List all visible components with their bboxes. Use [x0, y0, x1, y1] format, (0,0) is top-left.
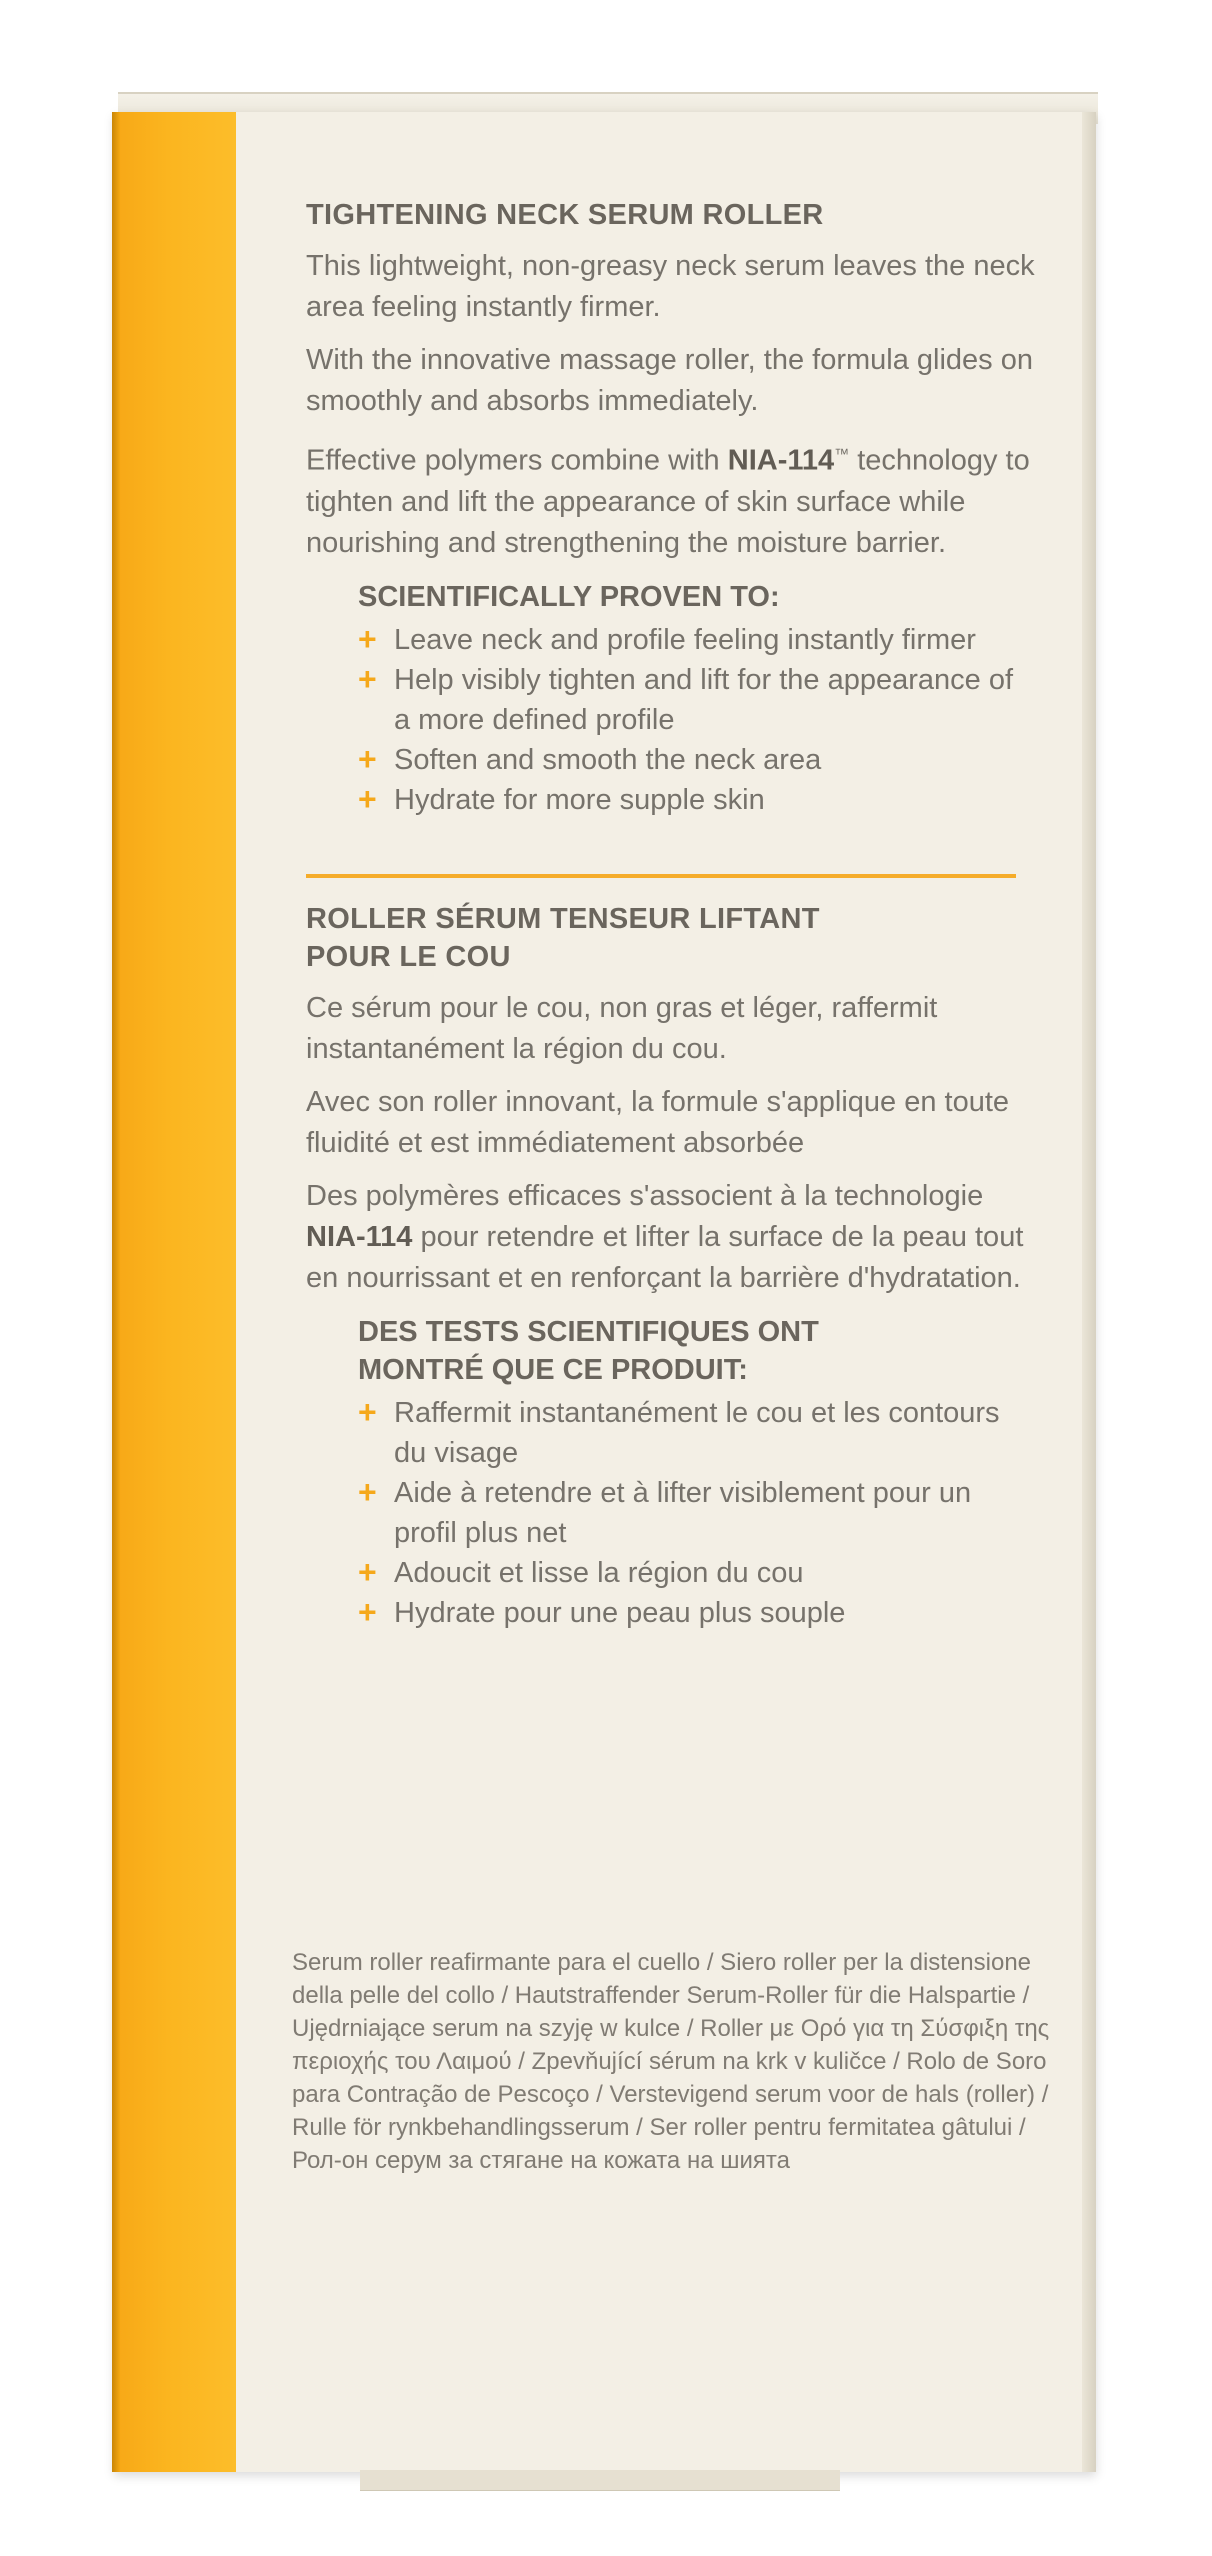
claim-text: Adoucit et lisse la région du cou [394, 1556, 804, 1589]
claim-text: Help visibly tighten and lift for the appearance of a more defined profile [394, 663, 1014, 736]
plus-icon: + [358, 1553, 377, 1590]
plus-icon: + [358, 1593, 377, 1630]
french-para-1: Ce sérum pour le cou, non gras et léger, raffermit instantanément la région du cou. [306, 991, 938, 1065]
english-para-3-end: technology to tighten and lift the appearance of skin surface while nourishing and strengthening the moisture barrier. [306, 444, 1030, 559]
french-title [306, 900, 1036, 976]
claim-text: Leave neck and profile feeling instantly firmer [394, 623, 976, 656]
english-title: TIGHTENING NECK SERUM ROLLER [306, 199, 824, 231]
french-claim [358, 1553, 1036, 1593]
english-para-1: This lightweight, non-greasy neck serum leaves the neck area feeling instantly firmer. [306, 250, 1035, 323]
nia-114-label: NIA-114 [727, 444, 835, 477]
french-claims-heading-line-1: DES TESTS SCIENTIFIQUES ONT [358, 1315, 819, 1348]
plus-icon: + [358, 740, 377, 777]
stripe-edge-shadow [112, 112, 120, 2472]
french-claims-heading-line-2: MONTRÉ QUE CE PRODUIT: [358, 1353, 748, 1386]
english-para-3 [306, 434, 1036, 564]
label-content [306, 196, 1036, 1633]
english-claim [358, 620, 1036, 660]
english-claims-heading: SCIENTIFICALLY PROVEN TO: [358, 580, 780, 613]
french-title-line-2: POUR LE COU [306, 940, 511, 973]
english-claim [358, 660, 1036, 740]
french-para-3-end: pour retendre et lifter la surface de la peau tout en nourrissant et en renforçant la barrière d'hydratation. [306, 1220, 1024, 1294]
claim-text: Hydrate for more supple skin [394, 783, 765, 816]
english-claim [358, 780, 1036, 820]
claim-text: Soften and smooth the neck area [394, 743, 822, 776]
french-claim [358, 1393, 1036, 1473]
box-right-edge [1082, 112, 1096, 2472]
french-title-line-1: ROLLER SÉRUM TENSEUR LIFTANT [306, 902, 820, 935]
english-claim [358, 740, 1036, 780]
english-para-3-start: Effective polymers combine with [306, 444, 728, 477]
french-claim [358, 1473, 1036, 1553]
french-para-2: Avec son roller innovant, la formule s'applique en toute fluidité et est immédiatement absorbée [306, 1085, 1010, 1159]
yellow-side-stripe [112, 112, 236, 2472]
french-para-3 [306, 1176, 1036, 1299]
french-claim [358, 1593, 1036, 1633]
claim-text: Hydrate pour une peau plus souple [394, 1596, 846, 1629]
plus-icon: + [358, 1473, 377, 1510]
claim-text: Raffermit instantanément le cou et les contours du visage [394, 1396, 1000, 1469]
section-divider [306, 874, 1016, 878]
french-claims [358, 1313, 1036, 1633]
english-claims [358, 578, 1036, 820]
plus-icon: + [358, 1393, 377, 1430]
plus-icon: + [358, 780, 377, 817]
french-para-3-start: Des polymères efficaces s'associent à la technologie [306, 1179, 984, 1212]
trademark-symbol: ™ [834, 446, 850, 463]
french-claims-heading [358, 1313, 1036, 1389]
english-para-2: With the innovative massage roller, the formula glides on smoothly and absorbs immediately. [306, 344, 1033, 417]
claim-text: Aide à retendre et à lifter visiblement pour un profil plus net [394, 1476, 972, 1549]
plus-icon: + [358, 620, 377, 657]
nia-114-label: NIA-114 [306, 1220, 413, 1253]
plus-icon: + [358, 660, 377, 697]
multilingual-product-names: Serum roller reafirmante para el cuello / Siero roller per la distensione della pelle del collo / Hautstraffender Serum-Roller für die Halspartie / Ujędrniające serum na szyję w kulce / Roller με Ορό για τη Σύσφιξη της περιοχής του Λαιμού / Zpevňující sérum na krk v kuličce / Rolo de Soro para Contração de Pescoço / Verstevigend serum voor de hals (roller) / Rulle för rynkbehandlingsserum / Ser roller pentru fermitatea gâtului / Рол-он серум за стягане на кожата на шията [292, 1949, 1050, 2174]
box-bottom-flap [360, 2470, 840, 2491]
